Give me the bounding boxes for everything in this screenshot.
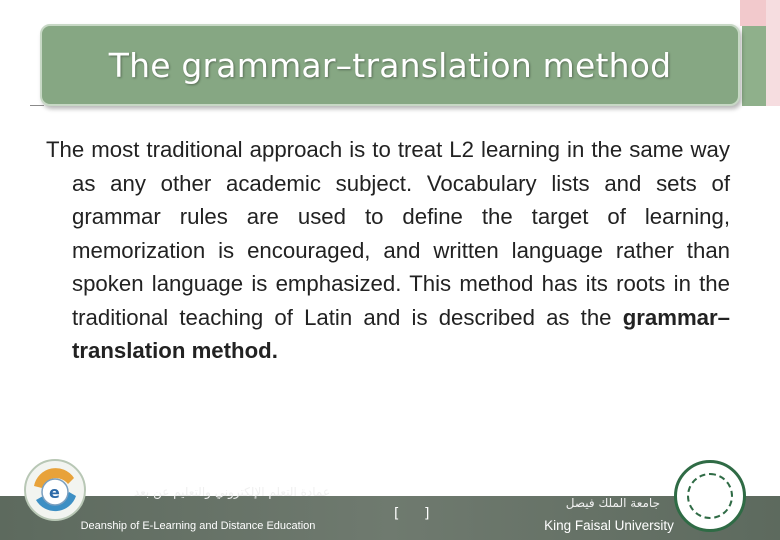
accent-strip-right <box>766 0 780 106</box>
title-banner <box>40 24 740 106</box>
deanship-english: Deanship of E-Learning and Distance Education <box>80 520 316 532</box>
slide-title: The grammar–translation method <box>108 45 672 85</box>
university-seal-icon <box>674 460 746 532</box>
deanship-arabic: عمادة التعلم الإلكتروني والتعليم عن بعد <box>133 485 330 499</box>
accent-block-pink <box>740 0 766 26</box>
accent-block-green <box>742 26 766 106</box>
university-english: King Faisal University <box>544 518 674 533</box>
body-paragraph: The most traditional approach is to treat L2 learning in the same way as any other academic subject. Vocabulary lists and sets of grammar rules are used to define the target of learning, memorization is encouraged, and written language rather than spoken language is emphasized. This method has its roots in the traditional teaching of Latin and is described as the <box>46 137 730 330</box>
svg-text:e: e <box>49 483 60 502</box>
university-arabic: جامعة الملك فيصل <box>565 496 660 510</box>
elearning-logo-icon <box>22 456 88 526</box>
page-bracket-open: [ <box>394 506 400 522</box>
slide-body <box>46 133 730 368</box>
seal-inner-ring <box>687 473 733 519</box>
title-divider <box>30 105 44 106</box>
page-bracket-close: ] <box>424 506 430 522</box>
body-emphasis: grammar–translation method. <box>72 304 730 363</box>
